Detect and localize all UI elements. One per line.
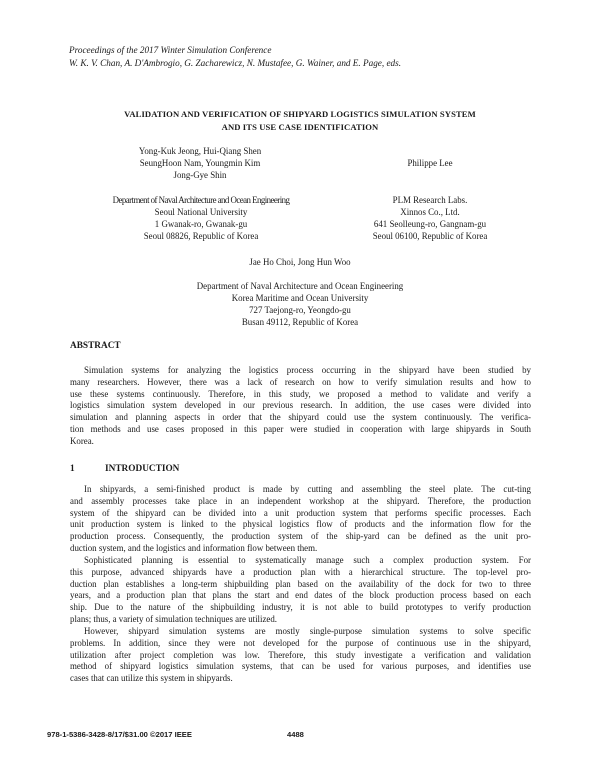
affiliation-city: Seoul 08826, Republic of Korea <box>143 231 259 241</box>
title-line-1: VALIDATION AND VERIFICATION OF SHIPYARD LOGISTICS SIMULATION SYSTEM <box>124 109 476 119</box>
paragraph-line: production process. Consequently, the production system of the ship-yard can be defined as the unit pro- <box>70 531 531 541</box>
author-line: Jae Ho Choi, Jong Hun Woo <box>249 257 351 267</box>
abstract-line: tion methods and use cases proposed in this paper were studied in cooperation with large shipyards in South <box>70 423 531 434</box>
editors-line: W. K. V. Chan, A. D'Ambrogio, G. Zacharewicz, N. Mustafee, G. Wainer, and E. Page, eds. <box>69 58 402 68</box>
affiliation-lab: PLM Research Labs. <box>392 195 468 205</box>
affiliation-institution: Korea Maritime and Ocean University <box>231 293 369 303</box>
author-line: SeungHoon Nam, Youngmin Kim <box>139 158 261 168</box>
paragraph-line: Sophisticated planning is essential to systematically manage such a complex production system. For <box>84 555 531 565</box>
author-line: Philippe Lee <box>407 158 453 168</box>
paragraph-line: and assembly processes take place in an independent workshop at the shipyard. Therefore, the production <box>70 495 531 506</box>
affiliation-institution: Seoul National University <box>154 207 248 217</box>
intro-paragraph-1 <box>70 484 531 555</box>
section-heading: INTRODUCTION <box>105 464 180 474</box>
affiliation-snu <box>76 194 326 242</box>
paragraph-line: utilization after project completion was low. Therefore, this study investigate a verification and validation <box>70 649 531 660</box>
affiliation-street: 641 Seolleung-ro, Gangnam-gu <box>373 219 487 229</box>
paragraph-line: ship. Due to the nature of the shipbuilding industry, it is not able to build prototypes to verify production <box>70 602 531 612</box>
affiliation-city: Seoul 06100, Republic of Korea <box>372 231 488 241</box>
intro-paragraph-2 <box>70 555 531 626</box>
affiliation-department: Department of Naval Architecture and Ocean Engineering <box>112 195 290 205</box>
paragraph-line: problems. In addition, since they were not developed for the purpose of continuous use in the shipyard, <box>70 637 531 648</box>
paragraph-line: unit production system is linked to the physical logistics flow of products and the information flow for the <box>70 519 531 530</box>
paragraph-line: duction system, and the logistics and information flow between them. <box>70 542 318 553</box>
affiliation-street: 727 Taejong-ro, Yeongdo-gu <box>249 305 351 315</box>
abstract-line: Simulation systems for analyzing the logistics process occurring in the shipyard have been studied by <box>84 365 531 375</box>
abstract-body <box>70 365 531 447</box>
abstract-line: logistics simulation system developed in our previous research. In addition, the use cases were divided into <box>70 400 531 411</box>
paragraph-line: duction plan establishes a long-term shipbuilding plan based on the availability of the dock for two to three <box>70 578 531 589</box>
copyright-notice: 978-1-5386-3428-8/17/$31.00 ©2017 IEEE <box>47 730 192 739</box>
author-group-1 <box>100 145 300 181</box>
page-number: 4488 <box>287 730 304 739</box>
paragraph-line: method of shipyard logistics simulation systems, that can be used for various purposes, and identifies use <box>70 661 531 672</box>
affiliation-city: Busan 49112, Republic of Korea <box>241 317 359 327</box>
abstract-line: simulation and planning aspects in order that the shipyard could use the system continuously. The verifica- <box>70 412 531 422</box>
abstract-line: Korea. <box>70 435 94 446</box>
affiliation-plm <box>315 194 545 242</box>
author-line: Jong-Gye Shin <box>173 170 227 180</box>
author-group-2 <box>330 157 530 169</box>
section-number: 1 <box>70 464 75 474</box>
paragraph-line: In shipyards, a semi-finished product is made by cutting and assembling the steel plate. The cut-ting <box>84 484 531 494</box>
conference-name: Proceedings of the 2017 Winter Simulation Conference <box>69 45 272 55</box>
paragraph-line: cases that can utilize this system in shipyards. <box>70 673 233 683</box>
paragraph-line: plans; thus, a variety of simulation techniques are utilized. <box>70 613 278 624</box>
author-group-3 <box>170 256 430 268</box>
intro-paragraph-3 <box>70 626 531 685</box>
abstract-line: many researchers. However, there was a lack of research on how to verify simulation results and how to <box>70 376 531 387</box>
affiliation-kmou <box>150 280 450 328</box>
paragraph-line: this purpose, advanced shipyards have a production plan with a hierarchical structure. The top-level pro- <box>70 566 531 577</box>
abstract-heading: ABSTRACT <box>70 341 121 351</box>
paragraph-line: However, shipyard simulation systems are mostly single-purpose simulation systems to solve specific <box>84 626 531 636</box>
paragraph-line: years, and a production plan that plans the start and end dates of the block production process based on each <box>70 590 531 601</box>
paper-title <box>40 108 560 134</box>
title-line-2: AND ITS USE CASE IDENTIFICATION <box>221 122 379 132</box>
abstract-line: use these systems continuously. Therefore, in this study, we proposed a method to validate and verify a <box>70 388 531 399</box>
proceedings-header <box>69 44 401 70</box>
author-line: Yong-Kuk Jeong, Hui-Qiang Shen <box>138 146 262 156</box>
affiliation-street: 1 Gwanak-ro, Gwanak-gu <box>154 219 248 229</box>
paragraph-line: system of the shipyard can be divided into a unit production system that performs specific processes. Each <box>70 507 531 518</box>
affiliation-department: Department of Naval Architecture and Ocean Engineering <box>196 281 404 291</box>
affiliation-company: Xinnos Co., Ltd. <box>400 207 460 217</box>
